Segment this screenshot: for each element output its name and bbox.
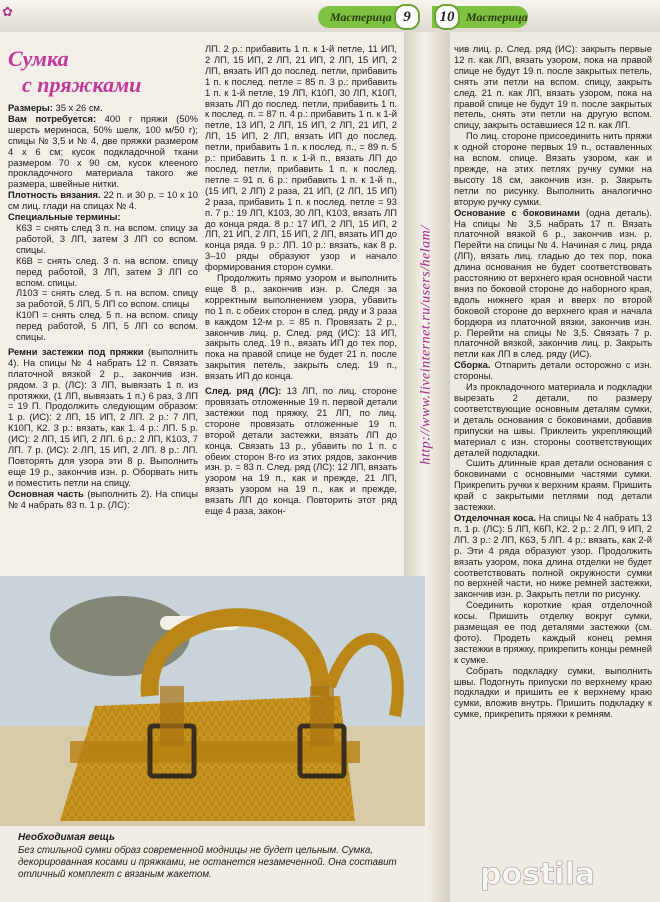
- paragraph-text: (выполнить 2). На спицы № 4 набрать 83 п. 1 р. (ЛС):: [8, 487, 198, 510]
- paragraph: [8, 489, 198, 511]
- paragraph: [454, 360, 652, 382]
- paragraph: [8, 347, 198, 489]
- paragraph-lead: Размеры:: [8, 102, 53, 113]
- paragraph: [205, 273, 397, 382]
- paragraph-lead: Отделочная коса.: [454, 511, 537, 523]
- paragraph-text: 13 ЛП, по лиц. стороне провязать отложенные 19 п. первой детали застежки под пряжку, 21 ЛП, по лиц. стороне провязать отложенные 19 п. второй детали застежки, вязать ЛП до конца. Связать 13 р., убавить по 1 п. с обеих сторон 8-го из этих рядов, закончив изн. р. = 83 п. След. ряд (ЛС): 12 ЛП, вязать узором на 19 п., как и прежде, 21 ЛП, вязать узором на 19 п., как и прежде, вязать ЛП до конца. Повторить этот ряд еще 4 раза, закон-: [205, 385, 397, 517]
- paragraph-lead: Основание с боковинами: [454, 206, 580, 218]
- paragraph-text: К10П = снять след. 5 п. на вспом. спицу перед работой, 5 ЛП, 5 ЛП со вспом. спицы.: [16, 309, 198, 343]
- brand-left: Мастерица: [330, 10, 392, 24]
- paragraph: [8, 310, 198, 343]
- vertical-url: [405, 20, 449, 670]
- paragraph-lead: Сборка.: [454, 359, 491, 371]
- paragraph: [205, 44, 397, 273]
- page-number-right: 10: [434, 4, 460, 30]
- paragraph: [205, 386, 397, 517]
- paragraph-text: Продолжить прямо узором и выполнить еще 8 р., закончив изн. р. Следя за корректным выполнением узора, убавить по 1 п. с обеих сторон в след. ряду и 3 раза в каждом 12-м р. = 85 п. Провязать 2 р., закончив лиц. р. След. ряд (ИС): 13 ИП, закрыть след. 19 п., вязать ИП до тех пор, пока на правой спице не будет 21 п. после закрытия петель, закрыть след. 19 п., вязать ИП до конца.: [205, 272, 397, 382]
- caption-body: Без стильной сумки образ современной модницы не будет цельным. Сумка, декорированная косами и пряжками, не останется незамеченной. Она составит отличный комплект с вязаным жакетом.: [18, 845, 397, 880]
- page-number-left: 9: [394, 4, 420, 30]
- article-title: [8, 46, 141, 98]
- paragraph-lead: Основная часть: [8, 487, 84, 499]
- paragraph-text: 35 x 26 см.: [52, 102, 103, 113]
- paragraph-text: К6В = снять след. 3 п. на вспом. спицу перед работой, 3 ЛП, затем 3 ЛП со вспом. спицы.: [16, 254, 198, 288]
- paragraph-lead: След. ряд (ЛС):: [205, 385, 282, 397]
- bag-photo: [0, 576, 425, 826]
- title-line-2: с пряжками: [22, 72, 142, 97]
- paragraph-text: Сшить длинные края детали основания с боковинами с основными частями сумки. Прикрепить ручки к верхним краям. Пришить край с закрытыми петлями под детали застежки.: [454, 457, 652, 513]
- paragraph-text: Отпарить детали осторожно с изн. стороны.: [454, 359, 652, 382]
- paragraph-text: 400 г пряжи (50% шерсть мериноса, 50% шелк, 100 м/50 г); спицы № 3,5 и № 4, две пряжки размером 4 x 6 см; кусок подкладочной ткани размером 70 x 90 см, кусок клееного прокладочного материала такого же размера, швейные нитки.: [8, 112, 198, 190]
- paragraph-text: Л10З = снять след. 5 п. на вспом. спицу за работой, 5 ЛП, 5 ЛП со вспом. спицы: [16, 287, 198, 310]
- watermark-logo: [472, 842, 660, 902]
- paragraph-text: 22 п. и 30 р. = 10 x 10 см лиц. глади на спицах № 4.: [8, 189, 198, 212]
- caption-title: Необходимая вещь: [18, 832, 115, 843]
- paragraph: [8, 223, 198, 256]
- paragraph-lead: Ремни застежки под пряжки: [8, 345, 144, 357]
- paragraph: [454, 382, 652, 458]
- flower-icon: ✿: [2, 4, 13, 19]
- paragraph: [454, 458, 652, 513]
- paragraph-lead: Специальные термины:: [8, 211, 121, 223]
- paragraph-text: ЛП. 2 р.: прибавить 1 п. к 1-й петле, 11 ИП, 2 ЛП, 15 ИП, 2 ЛП, 21 ИП, 2 ЛП, 15 ИП, 2 ЛП, вязать ИП до послед. петли, прибавить 1 п. к послед. петле = 85 п. 3 р.: прибавить 1 п. к 1-й петле, 19 ЛП, К10П, 30 ЛП, К10П, вязать ЛП до послед. петли, прибавить 1 п. к послед. п. = 87 п. 4 р.: прибавить 1 п. к 1-й петле, 13 ИП, 2 ЛП, 15 ИП, 2 ЛП, 21 ИП, 2 ЛП, 15 ИП, 2 ЛП, вязать ИП до послед. петли, прибавить 1 п. к послед. п., = 89 п. 5 р.: прибавить 1 п. к 1-й п., вязать ЛП до послед. петли, прибавить 1 п. к послед. петле = 91 п. 6 р.: прибавить 1 п. к 1-й п., (15 ИП, 2 ЛП) 2 раза, 21 ИП, (2 ЛП, 15 ИП) 2 раза, прибавить 1 п. к послед. петле = 93 п. 7 р.: 19 ЛП, К10З, 30 ЛП, К10З, вязать ЛП до конца ряда. 8 р.: 17 ИП, 2 ЛП, 15 ИП, 2 ЛП, 21 ИП, 2 ЛП, 15 ИП, 2 ЛП, вязать ИП до конца ряда. 9 р.: ЛП. 10 р.: вязать, как 8 р. 3–10 ряды образуют узор и начало формирования сторон сумки.: [205, 43, 397, 273]
- paragraph: [8, 288, 198, 310]
- brand-right: Мастерица: [466, 10, 528, 24]
- paragraph: [8, 114, 198, 190]
- paragraph-lead: Вам потребуется:: [8, 112, 97, 124]
- title-line-1: Сумка: [8, 46, 69, 71]
- text-column-1: [8, 103, 198, 511]
- photo-caption: [0, 826, 425, 902]
- url-text: http://www.liveinternet.ru/users/helam/: [419, 225, 434, 465]
- paragraph: [454, 513, 652, 600]
- paragraph: [454, 666, 652, 721]
- text-column-3: [454, 44, 652, 720]
- paragraph: [454, 131, 652, 207]
- paragraph-text: (одна деталь). На спицы № 3,5 набрать 17 п. Вязать платочной вязкой 6 р., закончив изн. р. Перейти на спицы № 4. Начиная с лиц. ряда (ЛП), вязать лиц. гладью до тех пор, пока длина основания не будет соответствовать расстоянию от верхнего края основной части вниз по боковой стороне до наборного края, вдоль нижнего края и вверх по второй боковой стороне до верхнего края и начала бордюра из платочной вязки, закончив изн. р. Перейти на спицы № 3,5. Связать 7 р. платочной вязкой, закончив лиц. р. Закрыть петли как ЛП в след. ряду (ИС).: [454, 206, 652, 360]
- bag-illustration: [0, 576, 425, 826]
- paragraph-text: чив лиц. р. След. ряд (ИС): закрыть первые 12 п. как ЛП, вязать узором, пока на правой спице не будут 19 п. после закрытых петель, снять эти петли на вспом. спицу, закрыть след. 21 п. как ЛП, вязать узором, пока на правой спице не будут 19 п. после закрытых петель, снять эти петли на другую вспом. спицу, закрыть оставшиеся 12 п. как ЛП.: [454, 43, 652, 131]
- paragraph: [454, 208, 652, 361]
- paragraph-text: К6З = снять след 3 п. на вспом. спицу за работой, 3 ЛП, затем 3 ЛП со вспом. спицы.: [16, 221, 198, 255]
- paragraph-lead: Плотность вязания.: [8, 189, 101, 201]
- paragraph-text: Собрать подкладку сумки, выполнить швы. Подогнуть припуски по верхнему краю подкладки и пришить ее к верхнему краю сумки, вложив внутрь. Пришить подкладку к сумке, прикрепить пряжки к ремням.: [454, 664, 652, 720]
- text-column-2: [205, 44, 397, 517]
- paragraph-text: Соединить короткие края отделочной косы. Пришить отделку вокруг сумки, размещая ее под деталями застежки (см. фото). Продеть каждый конец ремня застежки в пряжку, прикрепить концы ремней к сумке.: [454, 599, 652, 665]
- paragraph-text: По лиц. стороне присоединить нить пряжи к одной стороне первых 19 п., оставленных на вспом. спице. Вязать узором, как и прежде, на этих петлях ручку сумки на высоту 18 см, закончив изн. р. Закрыть петли по рисунку. Выполнить аналогично вторую ручку сумки.: [454, 130, 652, 207]
- paragraph: [454, 600, 652, 665]
- paragraph-text: (выполнить 4). На спицы № 4 набрать 12 п. Связать платочной вязкой 2 р., закончив изн. рядом. 3 р. (ЛС): 3 ЛП, вывязать 1 п. из протяжки, (1 ЛП, вывязать 1 п.) 6 раз, 3 ЛП = 19 П. Продолжить следующим образом: 1 р. (ИС): 2 ЛП, 15 ИП, 2 ЛП. 2 р.: 7 ЛП, К10П, К2. 3 р.: вязать, как 1. 4 р.: ЛП. 5 р. (ИС): 2 ЛП, 15 ИП, 2 ЛП. 6 р.: 2 ЛП, К10З, 7 ЛП. 7 р. (ИС): 2 ЛП, 15 ИП, 2 ЛП. 8 р.: ЛП. Повторять для узора эти 8 р. Выполнить еще 19 р., закончив изн. р. Оборвать нить и поместить петли на спицу.: [8, 345, 198, 488]
- paragraph-text: Из прокладочного материала и подкладки вырезать 2 детали, по размеру соответствующие основным деталям сумки, и деталь основания с боковинами, добавив припуски на швы. Приклеить укрепляющий материал с изн. стороны соответствующих деталей подкладки.: [454, 381, 652, 458]
- paragraph: [8, 256, 198, 289]
- paragraph: [8, 190, 198, 212]
- paragraph: [454, 44, 652, 131]
- paragraph-text: На спицы № 4 набрать 13 п. 1 р. (ЛС): 5 ЛП, К6П, К2. 2 р.: 2 ЛП, 9 ИП, 2 ЛП. 3 р.: 2 ЛП, К6З, 5 ЛП. 4 р.: вязать, как 2-й р. Эти 4 ряда образуют узор. Продолжить вязать узором, пока длина отделки не будет соответствовать полной окружности сумки по верхней части, но ниже ремней застежки, закончив изн. р. Закрыть петли по рисунку.: [454, 511, 652, 600]
- svg-text:postila: postila: [480, 857, 596, 892]
